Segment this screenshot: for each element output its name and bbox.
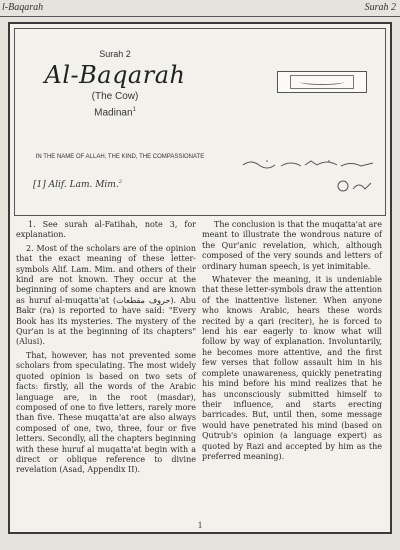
verse-translation [33,179,122,190]
note-paragraph: The conclusion is that the muqatta'at are meant to illustrate the wondrous nature of the Qur'anic revelation, which, although composed of the very sounds and letters of ordinary human speech, is yet inimitable. [202,220,382,271]
revelation-place [15,107,215,118]
page-frame [8,22,392,534]
note-paragraph: Whatever the meaning, it is undeniable that these letter-symbols draw the attention of the inattentive listener. When anyone who knows Arabic, hears these words recited by a qari (reciter), he is forced to lend his ear eagerly to know what will follow by way of explanation. Involuntarily, he becomes more attentive, and the first few verses that follow assault him in his complete unawareness, quickly penetrating his mind before his mind realizes that he has unconsciously submitted himself to their influence, and starts erecting barricades. But, until then, some message would have penetrated his mind (based on Qutrub's opinion (a language expert) as quoted by Razi and accepted by him as the preferred meaning). [202,275,382,461]
notes-column-right [202,220,382,465]
running-head [0,2,400,16]
revelation-place-label: Madinan [94,107,133,119]
arabic-bismillah-calligraphy [241,157,377,169]
surah-title: Al-Baqarah [44,61,186,89]
running-head-right: Surah 2 [364,2,396,13]
arabic-title-cartouche [277,71,367,93]
note-paragraph: 2. Most of the scholars are of the opinion that the exact meaning of these letter-symbols Alif. Lam. Mim. and others of their kind are not known. They occur at the beginning of some chapters and are known as huruf al-muqatta'at (حروف مقطعات). Abu Bakr (ra) is reported to have said: "Every Book has its mysteries. The mystery of the Qur'an is at the beginning of its chapters" (Alusi). [16,243,196,347]
running-head-left: l-Baqarah [2,2,44,13]
surah-number: Surah 2 [99,49,131,59]
arabic-calligraphy-flourish [300,79,344,85]
verse-note-ref: 2 [118,179,122,185]
note-paragraph: 1. See surah al-Fatihah, note 3, for explanation. [16,220,196,240]
page-number: 1 [197,520,203,530]
surah-header [14,28,386,216]
running-head-rule [0,16,400,17]
verse-text: [1] Alif. Lam. Mim. [33,180,119,190]
revelation-note-ref: 1 [132,107,136,113]
surah-english-name: (The Cow) [91,91,139,102]
arabic-verse-with-marker [335,179,375,193]
bismillah-translation: IN THE NAME OF ALLAH, THE KIND, THE COMPASSIONATE [35,154,205,160]
notes-column-left [16,220,196,479]
note-paragraph: That, however, has not prevented some scholars from speculating. The most widely quoted opinion is based on two sets of facts: firstly, all the words of the Arabic language are, in the root (masdar), composed of one to five letters, rarely more than five. These muqatta'at are also always composed of one, two, three, four or five letters. Secondly, all the chapters beginning with these huruf al muqatta'at begin with a direct or oblique reference to divine revelation (Asad, Appendix II). [16,350,196,475]
